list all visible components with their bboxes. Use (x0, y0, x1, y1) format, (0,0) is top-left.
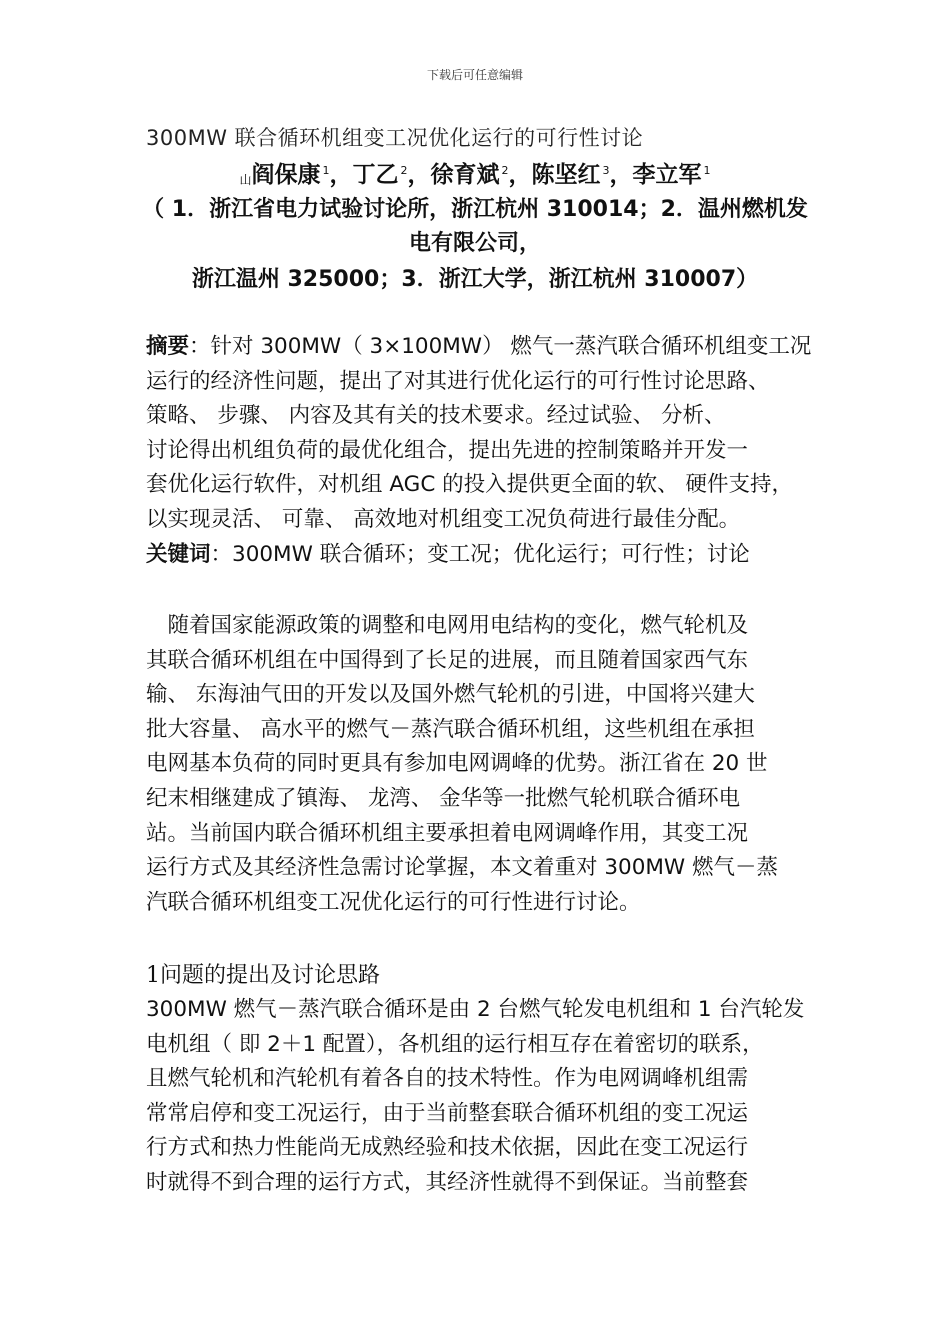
author-affil-sup: 1 (703, 164, 711, 177)
keywords-label: 关键词 (146, 542, 211, 567)
abstract (146, 330, 826, 538)
intro-line: 其联合循环机组在中国得到了长足的进展，而且随着国家西气东 (146, 647, 749, 673)
section-line: 时就得不到合理的运行方式，其经济性就得不到保证。当前整套 (146, 1169, 749, 1195)
intro-line: 批大容量、 高水平的燃气－蒸汽联合循环机组，这些机组在承担 (146, 716, 755, 742)
section-line: 300MW 燃气－蒸汽联合循环是由 2 台燃气轮发电机组和 1 台汽轮发 (146, 997, 805, 1022)
keywords (146, 538, 826, 573)
author-prefix: 山 (239, 173, 252, 187)
author-affil-sup: 2 (400, 164, 408, 177)
author-name: 徐育斌 (430, 162, 500, 188)
affiliation-line: 浙江温州 325000；3．浙江大学，浙江杭州 310007） (191, 267, 759, 292)
author-sep: ， (407, 162, 431, 188)
intro-line: 输、 东海油气田的开发以及国外燃气轮机的引进，中国将兴建大 (146, 682, 755, 708)
abstract-line: 以实现灵活、 可靠、 高效地对机组变工况负荷进行最佳分配。 (146, 506, 741, 532)
author-name: 陈坚红 (531, 162, 601, 188)
author-affil-sup: 3 (602, 164, 610, 177)
abstract-text: ：针对 300MW（ 3×100MW） 燃气一蒸汽联合循环机组变工况 (189, 334, 812, 359)
intro-line: 纪末相继建成了镇海、 龙湾、 金华等一批燃气轮机联合循环电 (146, 785, 741, 811)
intro-line: 随着国家能源政策的调整和电网用电结构的变化，燃气轮机及 (146, 613, 749, 638)
section-line: 电机组（ 即 2＋1 配置），各机组的运行相互存在着密切的联系， (146, 1031, 764, 1057)
abstract-label: 摘要 (146, 334, 190, 359)
affiliation-line: （ 1．浙江省电力试验讨论所，浙江杭州 310014；2．温州燃机发 (142, 197, 808, 222)
keywords-text: ：300MW 联合循环；变工况；优化运行；可行性；讨论 (210, 542, 750, 567)
abstract-line: 讨论得出机组负荷的最优化组合，提出先进的控制策略并开发一 (146, 437, 749, 463)
section-line: 且燃气轮机和汽轮机有着各自的技术特性。作为电网调峰机组需 (146, 1066, 749, 1092)
abstract-line: 运行的经济性问题，提出了对其进行优化运行的可行性讨论思路、 (146, 368, 770, 394)
header-note: 下载后可任意编辑 (426, 68, 523, 82)
author-sep: ， (609, 162, 633, 188)
section-line: 行方式和热力性能尚无成熟经验和技术依据，因此在变工况运行 (146, 1135, 749, 1161)
section-title: 问题的提出及讨论思路 (160, 963, 381, 988)
author-name: 李立军 (632, 162, 702, 188)
section-heading (146, 958, 380, 989)
keywords-line (146, 538, 826, 573)
intro-line: 汽联合循环机组变工况优化运行的可行性进行讨论。 (146, 889, 641, 915)
intro-line: 站。当前国内联合循环机组主要承担着电网调峰作用，其变工况 (146, 820, 749, 846)
author-affil-sup: 1 (322, 164, 330, 177)
intro-line: 电网基本负荷的同时更具有参加电网调峰的优势。浙江省在 20 世 (146, 751, 768, 777)
section-line: 常常启停和变工况运行，由于当前整套联合循环机组的变工况运 (146, 1100, 749, 1126)
abstract-line (146, 330, 826, 365)
affiliation-line: 电有限公司， (408, 231, 541, 256)
author-sep: ， (508, 162, 532, 188)
author-sep: ， (329, 162, 353, 188)
author-line (0, 156, 950, 189)
abstract-line: 套优化运行软件，对机组 AGC 的投入提供更全面的软、 硬件支持， (146, 472, 794, 498)
section-number: 1 (146, 963, 160, 988)
paper-title: 300MW 联合循环机组变工况优化运行的可行性讨论 (146, 126, 644, 150)
intro-line: 运行方式及其经济性急需讨论掌握，本文着重对 300MW 燃气－蒸 (146, 855, 779, 881)
author-name: 阎保康 (251, 162, 321, 188)
intro-paragraph (146, 609, 826, 920)
author-affil-sup: 2 (501, 164, 509, 177)
author-name: 丁乙 (352, 162, 399, 188)
abstract-line: 策略、 步骤、 内容及其有关的技术要求。经过试验、 分析、 (146, 403, 726, 429)
section-paragraph (146, 993, 826, 1201)
